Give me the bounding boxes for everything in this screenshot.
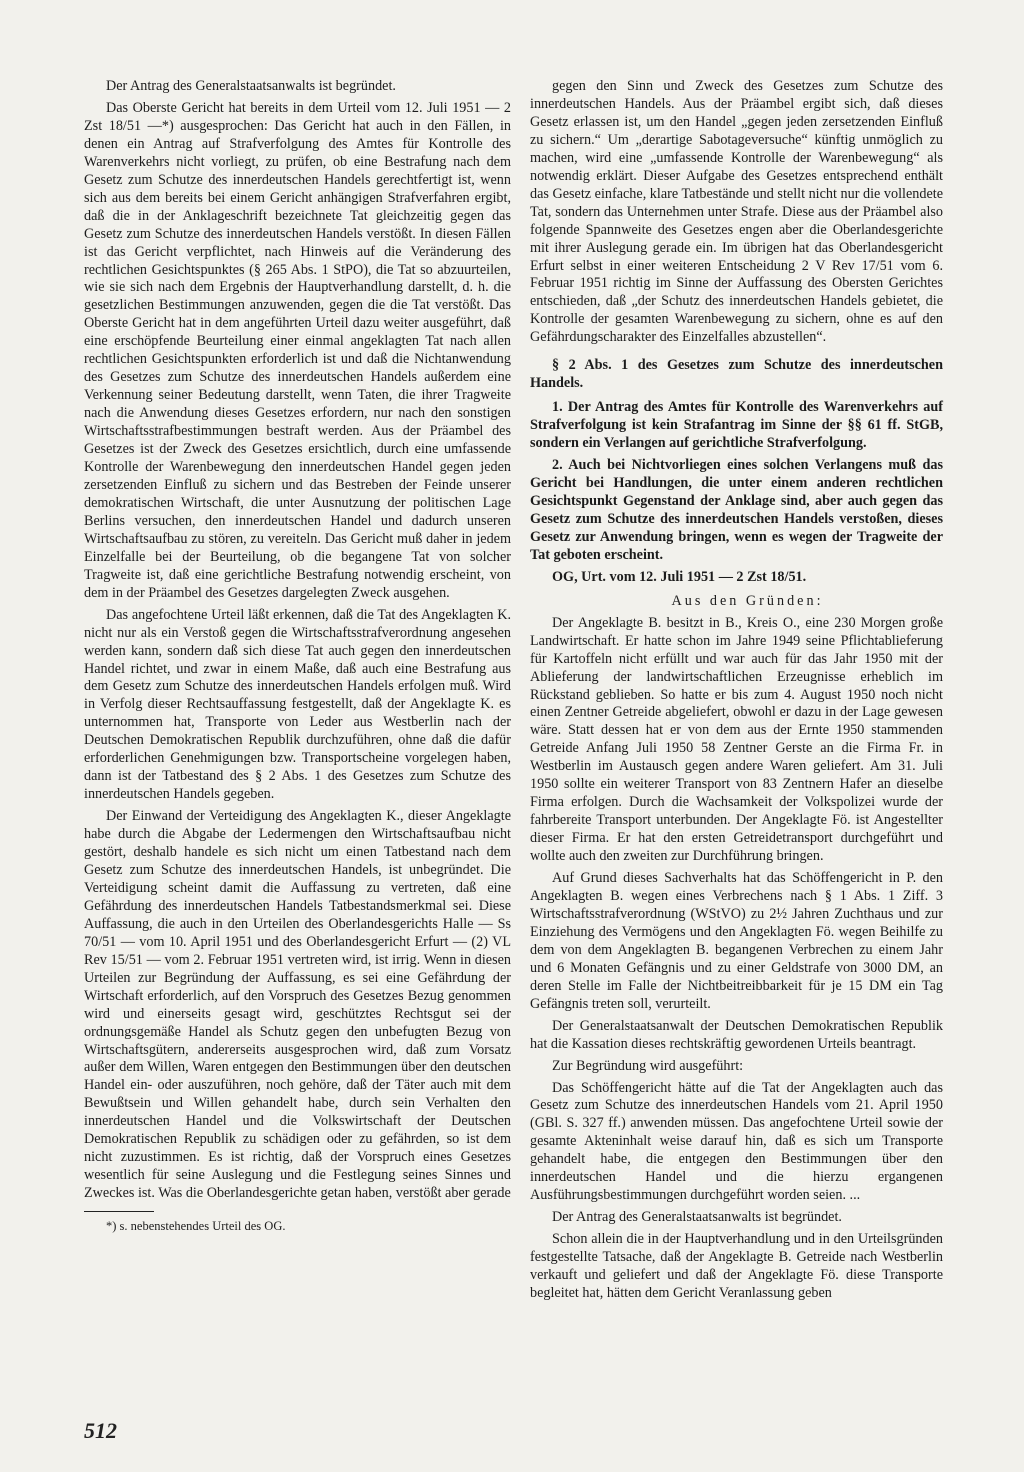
left-paragraph-2: Das Oberste Gericht hat bereits in dem Urteil vom 12. Juli 1951 — 2 Zst 18/51 —*) ausgesprochen: Das Gericht hat auch in den Fällen, in denen ein Antrag auf Strafverfolgung des Amtes für Kontrolle des Warenverkehrs nicht vorliegt, zu prüfen, ob eine Bestrafung nach dem Gesetz zum Schutze des innerdeutschen Handels gerechtfertigt ist, wenn sich aus dem bereits bei einem Gericht anhängigen Strafverfahren ergibt, daß die in der Anklageschrift bezeichnete Tat gleichzeitig gegen das Gesetz zum Schutze des innerdeutschen Handels verstößt. In diesen Fällen ist das Gericht verpflichtet, nach Hinweis auf die Veränderung des rechtlichen Gesichtspunktes (§ 265 Abs. 1 StPO), die Tat so abzuurteilen, wie sie sich nach dem Ergebnis der Hauptverhandlung darstellt, d. h. die gesetzlichen Bestimmungen anzuwenden, gegen die die Tat verstößt. Das Oberste Gericht hat in dem angeführten Urteil dazu weiter ausgeführt, daß eine erschöpfende Beurteilung einer einmal angeklagten Tat nach allen rechtlichen Gesichtspunkten erforderlich ist und daß die Nichtanwendung des Gesetzes zum Schutze des innerdeutschen Handels außerdem eine Verkennung seiner Bedeutung darstellt, wenn Taten, die ihrer Tragweite nach die Anwendung dieses Gesetzes erfordern, nur nach den sonstigen Wirtschaftsstrafbestimmungen bestraft werden. Aus der Präambel des Gesetzes ist der Zweck des Gesetzes ersichtlich, durch eine umfassende Kontrolle der Warenbewegung den innerdeutschen Handel gegen jeden zersetzenden Einfluß zu sichern und das Bestreben der Feinde unserer demokratischen Wirtschaft, die unter Ausnutzung der politischen Lage Berlins versuchen, den innerdeutschen Handel und dadurch unseren Wirtschaftsaufbau zu stören, zu vereiteln. Das Gericht muß daher in jedem Einzelfalle bei der Beurteilung, ob die begangene Tat von solcher Tragweite ist, daß eine gerichtliche Bestrafung notwendig erscheint, von dem in der Präambel des Gesetzes dargelegten Zweck ausgehen. [84,99,511,601]
right-paragraph-5: Zur Begründung wird ausgeführt: [552,1057,744,1074]
section-heading: § 2 Abs. 1 des Gesetzes zum Schutze des innerdeutschen Handels. [530,357,943,392]
left-paragraph-4: Der Einwand der Verteidigung des Angeklagten K., dieser Angeklagte habe durch die Abgabe der Ledermengen den Wirtschaftsaufbau nicht gestört, deshalb handele es sich nicht um einen Tatbestand nach dem Gesetz zum Schutze des innerdeutschen Handels, ist unbegründet. Die Verteidigung scheint damit die Auffassung zu vertreten, daß eine Gefährdung des innerdeutschen Handels Tatbestandsmerkmal sei. Diese Auffassung, die auch in den Urteilen des Oberlandesgerichts Halle — Ss 70/51 — vom 10. April 1951 und des Oberlandesgericht Erfurt — (2) VL Rev 15/51 — vom 2. Februar 1951 vertreten wird, ist irrig. Wenn in diesen Urteilen zur Begründung der Auffassung, es sei eine Gefährdung der Wirtschaft erforderlich, auf den Vorspruch des Gesetzes Bezug genommen wird und einerseits gesagt wird, geschütztes Rechtsgut sei der ordnungsgemäße Handel als Schutz gegen den unbefugten Bezug von Wirtschaftsgütern, andererseits ausgesprochen wird, daß zum Vorsatz außer dem Willen, Waren entgegen den Bestimmungen über den deutschen Handel ein- oder auszuführen, noch gehöre, daß der Täter auch mit dem Bewußtsein und Willen gehandelt habe, durch sein Verhalten den innerdeutschen Handel und die Volkswirtschaft der Deutschen Demokratischen Republik zu schädigen oder zu gefährden, so ist dem nicht zuzustimmen. Es ist richtig, daß der Vorspruch eines Gesetzes wesentlich für seine Auslegung und die Festlegung seines Sinnes und Zweckes ist. Was die Oberlandesgerichte getan haben, verstößt aber gerade [84,808,511,1202]
left-paragraph-3: Das angefochtene Urteil läßt erkennen, daß die Tat des Angeklagten K. nicht nur als ein Verstoß gegen die Wirtschaftsstrafverordnung angesehen werden kann, sondern daß sich diese Tat auch gegen den innerdeutschen Handel richtet, und zwar in einem Maße, daß auch eine Bestrafung aus dem Gesetz zum Schutze des innerdeutschen Handels erfolgen muß. Wird in Verfolg dieser Rechtsauffassung festgestellt, daß der Angeklagte K. es unternommen hat, Transporte von Leder aus Westberlin nach der Deutschen Demokratischen Republik durchzuführen, ohne daß die dafür erforderlichen Genehmigungen bzw. Transportscheine vorgelegen haben, dann ist der Tatbestand des § 2 Abs. 1 des Gesetzes zum Schutze des innerdeutschen Handels gegeben. [84,606,511,803]
footnote: *) s. nebenstehendes Urteil des OG. [106,1219,286,1234]
right-column [530,78,943,1303]
right-paragraph-2: Der Angeklagte B. besitzt in B., Kreis O., eine 230 Morgen große Landwirtschaft. Er hatte schon im Jahre 1949 seine Pflichtablieferung für Kartoffeln nicht erfüllt und war auch für das Jahr 1950 mit der Ablieferung der landwirtschaftlichen Erzeugnisse erheblich im Rückstand geblieben. So hatte er bis zum 4. August 1950 noch nicht einen Zentner Getreide abgeliefert, obwohl er dazu in der Lage gewesen wäre. Statt dessen hat er von dem aus der Ernte 1950 stammenden Getreide Anfang Juli 1950 58 Zentner Gerste an die Firma Fr. in Westberlin im Austausch gegen andere Waren geliefert. Am 31. Juli 1950 sollte ein weiterer Transport von 83 Zentnern Hafer an dieselbe Firma erfolgen. Durch die Wachsamkeit der Volkspolizei wurde der fahrbereite Transport unterbunden. Der Angeklagte Fö. ist Angestellter dieser Firma. Er hat den ersten Getreidetransport durchgeführt und wollte auch den zweiten zur Durchführung bringen. [530,614,943,865]
right-paragraph-6: Das Schöffengericht hätte auf die Tat der Angeklagten auch das Gesetz zum Schutze des innerdeutschen Handels vom 21. April 1950 (GBl. S. 327 ff.) anwenden müssen. Das angefochtene Urteil sowie der gesamte Akteninhalt weise darauf hin, daß es sich um Transporte gehandelt habe, die entgegen den Bestimmungen über den innerdeutschen Handel und die hierzu ergangenen Ausführungsbestimmungen durchgeführt worden seien. ... [530,1079,943,1204]
headnote-2: 2. Auch bei Nichtvorliegen eines solchen Verlangens muß das Gericht bei Handlungen, die unter einem anderen rechtlichen Gesichtspunkt Gegenstand der Anklage sind, aber auch gegen das Gesetz zum Schutze des innerdeutschen Handels verstoßen, dieses Gesetz zur Anwendung bringen, wenn es wegen der Tragweite der Tat geboten erscheint. [530,457,943,563]
right-paragraph-1: gegen den Sinn und Zweck des Gesetzes zum Schutze des innerdeutschen Handels. Aus der Präambel ergibt sich, daß dieses Gesetz erlassen ist, um den Handel „gegen jeden zersetzenden Einfluß zu sichern.“ Um „derartige Sabotageversuche“ künftig unmöglich zu machen, wird eine „umfassende Kontrolle der Warenbewegung“ als notwendig erklärt. Dieser Aufgabe des Gesetzes entsprechend enthält das Gesetz einfache, klare Tatbestände und stellt nicht nur die vollendete Tat, sondern das Unternehmen unter Strafe. Diese aus der Präambel also folgende Spannweite des Gesetzes engen aber die Oberlandesgerichte mit ihrer Auslegung gerade ein. Im übrigen hat das Oberlandesgericht Erfurt selbst in einer weiteren Entscheidung 2 V Rev 17/51 vom 6. Februar 1951 richtig im Sinne der Auffassung des Obersten Gerichtes entschieden, daß „der Schutz des innerdeutschen Handels gebietet, die Kontrolle der gesamten Warenbewegung zu sichern, ohne es auf den Gefährdungscharakter des Einzelfalles abzustellen“. [530,78,943,346]
right-paragraph-3: Auf Grund dieses Sachverhalts hat das Schöffengericht in P. den Angeklagten B. wegen eines Verbrechens nach § 1 Abs. 1 Ziff. 3 Wirtschaftsstrafverordnung (WStVO) zu 2½ Jahren Zuchthaus und zur Einziehung des Vermögens und den Angeklagten Fö. wegen Beihilfe zu dem von dem Angeklagten B. begangenen Verbrechen zu einem Jahr und 6 Monaten Gefängnis und zu einer Geldstrafe von 3000 DM, an deren Stelle im Falle der Nichtbeitreibbarkeit für je 15 DM ein Tag Gefängnis treten soll, verurteilt. [530,870,943,1012]
left-column [84,78,511,1234]
subheading: Aus den Gründen: [671,592,824,609]
right-paragraph-7: Der Antrag des Generalstaatsanwalts ist begründet. [552,1209,842,1226]
right-paragraph-4: Der Generalstaatsanwalt der Deutschen Demokratischen Republik hat die Kassation dieses rechtskräftig gewordenen Urteils beantragt. [530,1017,943,1052]
left-paragraph-1: Der Antrag des Generalstaatsanwalts ist begründet. [106,78,396,94]
section-gap [530,347,943,357]
right-paragraph-8: Schon allein die in der Hauptverhandlung und in den Urteilsgründen festgestellte Tatsache, daß der Angeklagte B. Getreide nach Westberlin verkauft und geliefert und daß der Angeklagte Fö. diese Transporte begleitet hat, hätten dem Gericht Veranlassung geben [530,1231,943,1301]
headnote-1: 1. Der Antrag des Amtes für Kontrolle des Warenverkehrs auf Strafverfolgung ist kein Strafantrag im Sinne der §§ 61 ff. StGB, sondern ein Verlangen auf gerichtliche Strafverfolgung. [530,399,943,452]
footnote-rule [84,1211,154,1212]
page-number: 512 [84,1418,117,1443]
citation: OG, Urt. vom 12. Juli 1951 — 2 Zst 18/51. [552,568,807,585]
